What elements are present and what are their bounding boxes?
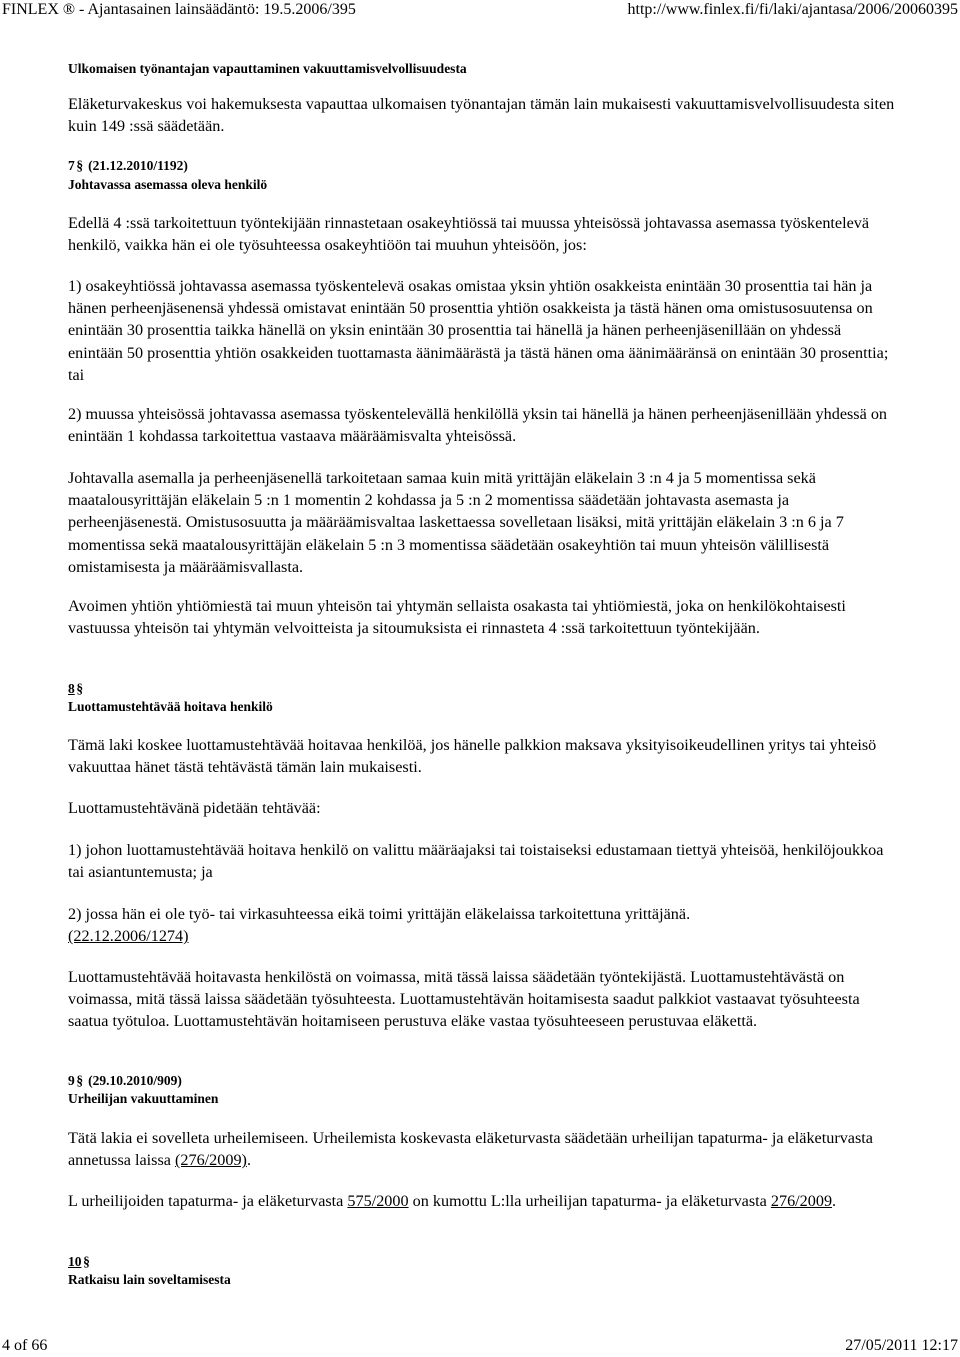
paragraph: 2) muussa yhteisössä johtavassa asemassa työskentelevällä henkilöllä yksin tai hänellä ja hänen perheenjäsenillään yhdessä on enintään 1 kohdassa tarkoitettua vastaava määräämisvalta yhteisössä. [68, 405, 888, 446]
paragraph: Edellä 4 :ssä tarkoitettuun työntekijään rinnastetaan osakeyhtiössä tai muussa yhteisössä johtavassa asemassa työskentelevä henkilö, vaikka hän ei ole työsuhteessa osakeyhtiöön tai muuhun yhteisöön, jos: [68, 214, 870, 255]
paragraph: Luottamustehtävänä pidetään tehtävää: [68, 799, 321, 817]
section-sign-icon: § [76, 1073, 84, 1088]
section-8-header [68, 680, 898, 698]
section-7-header [68, 157, 898, 175]
paragraph: L urheilijoiden tapaturma- ja eläketurvasta 575/2000 on kumottu L:lla urheilijan tapaturma- ja eläketurvasta 276/2009. [68, 1192, 837, 1210]
section-title: Luottamustehtävää hoitava henkilö [68, 699, 273, 714]
paragraph: 1) osakeyhtiössä johtavassa asemassa työskentelevä osakas omistaa yksin yhtiön osakkeista enintään 30 prosenttia tai hän ja hänen perheenjäsenensä yhdessä omistavat enintään 50 prosenttia yhtiön osakkeista ja tästä hänen oma omistusosuutensa on enintään 30 prosenttia taikka hänellä on yksin enintään 30 prosenttia tai hänellä ja hänen perheenjäsenillään on yhdessä enintään 50 prosenttia yhtiön osakkeiden tuottamasta äänimäärästä ja tästä hänen oma äänimääränsä on enintään 30 prosenttia; tai [68, 277, 889, 384]
paragraph: Avoimen yhtiön yhtiömiestä tai muun yhteisön tai yhtymän sellaista osakasta tai yhtiömiestä, joka on henkilökohtaisesti vastuussa yhteisön tai yhtymän velvoitteista ja sitoumuksista ei rinnasteta 4 :ssä tarkoitettuun työntekijään. [68, 597, 846, 638]
section-number: 9 [68, 1073, 75, 1088]
section-number-link[interactable]: 8 [68, 681, 75, 696]
law-reference-link[interactable]: 575/2000 [347, 1192, 409, 1210]
law-reference-link[interactable]: 276/2009 [770, 1192, 833, 1210]
section-number: 7 [68, 158, 75, 173]
section-title: Ratkaisu lain soveltamisesta [68, 1272, 231, 1287]
paragraph: Eläketurvakeskus voi hakemuksesta vapauttaa ulkomaisen työnantajan tämän lain mukaisesti vakuuttamisvelvollisuudesta siten kuin 149 :ssä säädetään. [68, 95, 895, 136]
section-9-header [68, 1072, 898, 1090]
section-sign-icon: § [83, 1254, 90, 1269]
paragraph: Johtavalla asemalla ja perheenjäsenellä tarkoitetaan samaa kuin mitä yrittäjän eläkelain 3 :n 4 ja 5 momentissa sekä maatalousyrittäjän eläkelain 5 :n 1 momentin 2 kohdassa ja 5 :n 2 momentissa säädetään johtavasta asemasta ja perheenjäsenestä. Omistusosuutta ja määräämisvaltaa laskettaessa sovelletaan lisäksi, mitä yrittäjän eläkelain 3 :n 6 ja 7 momentissa sekä maatalousyrittäjän eläkelain 5 :n 3 momentissa säädetään osakeyhtiön tai muun yhteisön välillisestä omistamisesta ja määräämisvallasta. [68, 469, 844, 576]
amendment-link[interactable]: (29.10.2010/909) [88, 1073, 182, 1088]
amendment-link[interactable]: (21.12.2010/1192) [88, 158, 188, 173]
section-title: Urheilijan vakuuttaminen [68, 1091, 219, 1106]
section-number-link[interactable]: 10 [68, 1254, 82, 1269]
paragraph: Tämä laki koskee luottamustehtävää hoitavaa henkilöä, jos hänelle palkkion maksava yksityisoikeudellinen yritys tai yhteisö vakuuttaa hänet tästä tehtävästä tämän lain mukaisesti. [68, 736, 877, 777]
section-heading-intro: Ulkomaisen työnantajan vapauttaminen vakuuttamisvelvollisuudesta [68, 61, 467, 76]
document-url[interactable]: http://www.finlex.fi/fi/laki/ajantasa/2006/20060395 [627, 1, 958, 18]
section-title: Johtavassa asemassa oleva henkilö [68, 177, 268, 192]
page-count: 4 of 66 [2, 1337, 48, 1354]
print-datetime: 27/05/2011 12:17 [845, 1337, 958, 1354]
page-footer [0, 1336, 960, 1356]
law-reference-link[interactable]: (276/2009) [175, 1151, 247, 1170]
paragraph: Tätä lakia ei sovelleta urheilemiseen. Urheilemista koskevasta eläketurvasta säädetään urheilijan tapaturma- ja eläketurvasta annetussa laissa (276/2009). [68, 1129, 873, 1170]
section-sign-icon: § [76, 681, 84, 696]
page-header [0, 0, 960, 22]
section-sign-icon: § [76, 158, 84, 173]
paragraph: 1) johon luottamustehtävää hoitava henkilö on valittu määräajaksi tai toistaiseksi edustamaan tiettyä yhteisöä, henkilöjoukkoa tai asiantuntemusta; ja [68, 841, 884, 882]
amendment-link[interactable]: (22.12.2006/1274) [68, 927, 189, 946]
document-title: FINLEX ® - Ajantasainen lainsäädäntö: 19.5.2006/395 [2, 1, 356, 18]
paragraph: Luottamustehtävää hoitavasta henkilöstä on voimassa, mitä tässä laissa säädetään työntekijästä. Luottamustehtävästä on voimassa, mitä tässä laissa säädetään työsuhteesta. Luottamustehtävän hoitamisesta saadut palkkiot vastaavat työsuhteesta saatua työtuloa. Luottamustehtävän hoitamiseen perustuva eläke vastaa työsuhteeseen perustuvaa eläkettä. [68, 968, 860, 1031]
paragraph: 2) jossa hän ei ole työ- tai virkasuhteessa eikä toimi yrittäjän eläkelaissa tarkoitettuna yrittäjänä. (22.12.2006/1274) [68, 905, 691, 946]
section-10-header [68, 1253, 898, 1271]
